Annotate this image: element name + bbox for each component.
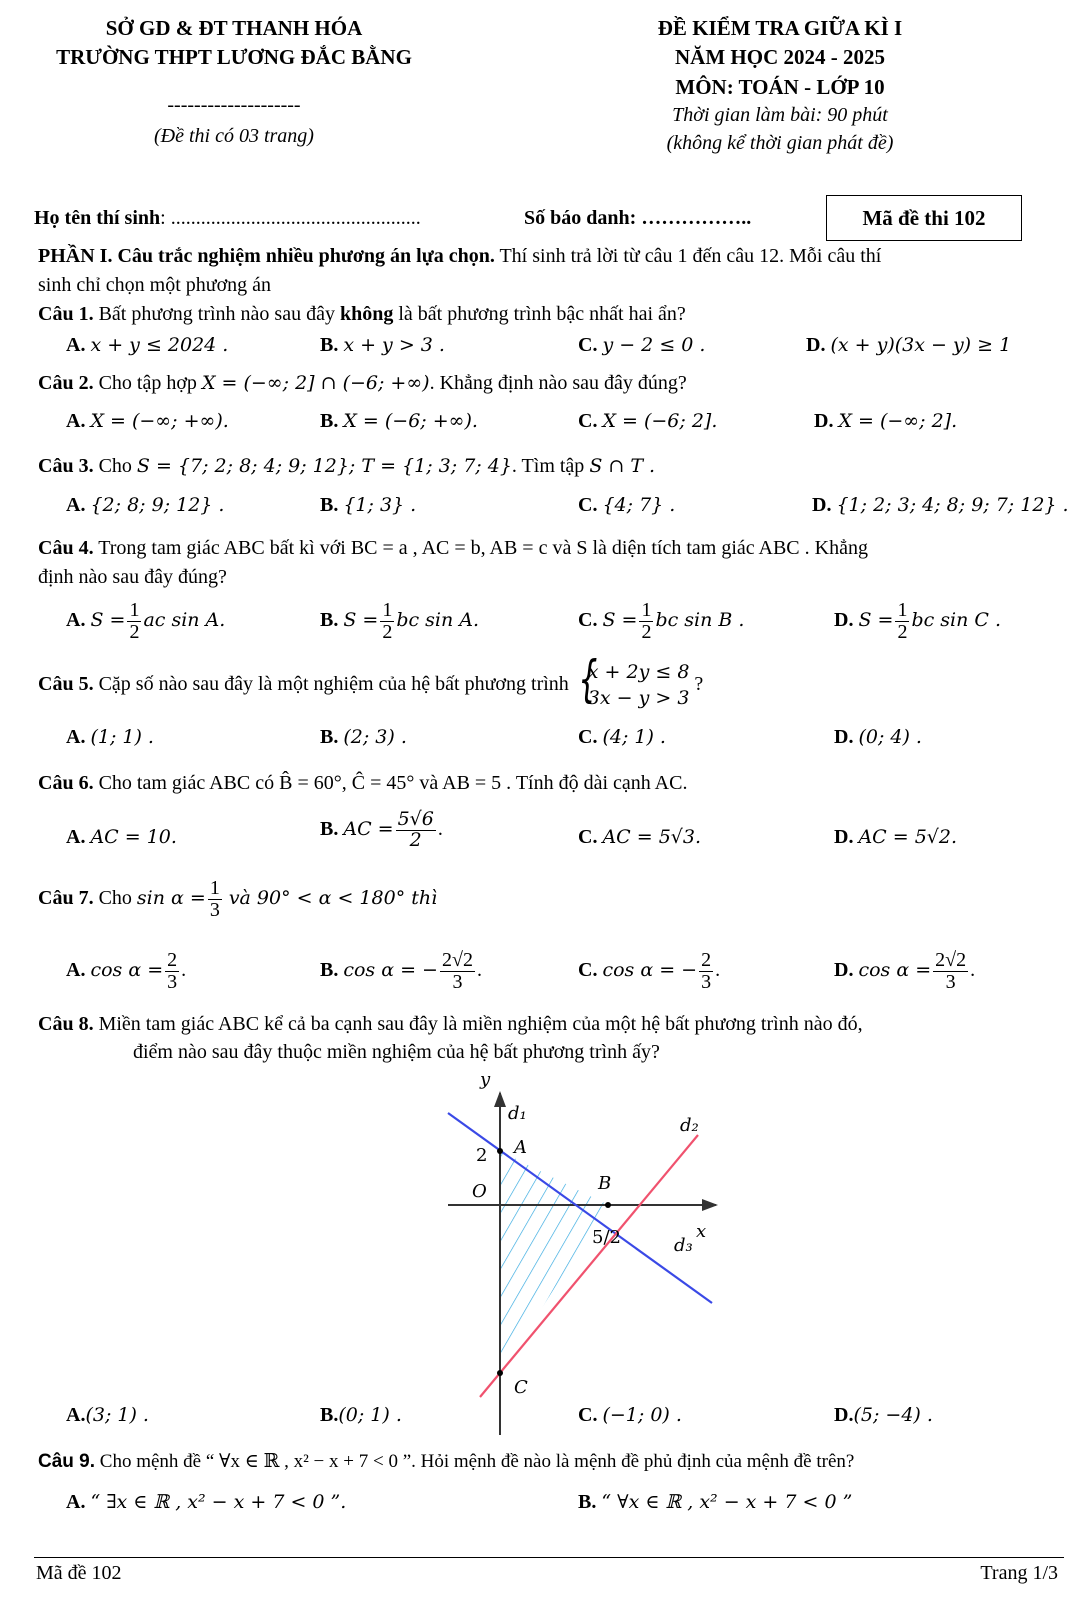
point-b-label: B xyxy=(598,1173,612,1194)
question-5: Câu 5. Cặp số nào sau đây là một nghiệm của hệ bất phương trình { x + 2y ≤ 8 3x − y > 3 ? xyxy=(38,660,703,711)
question-2: Câu 2. Cho tập hợp X = (−∞; 2] ∩ (−6; +∞). Khẳng định nào sau đây đúng? xyxy=(38,372,687,394)
q1-option-c: C. y − 2 ≤ 0 . xyxy=(578,334,706,356)
d3-label: d₃ xyxy=(674,1235,693,1256)
subject: MÔN: TOÁN - LỚP 10 xyxy=(675,75,885,99)
q3-option-a: A. {2; 8; 9; 12} . xyxy=(66,494,225,516)
q3-option-b: B. {1; 3} . xyxy=(320,494,417,516)
time-limit: Thời gian làm bài: 90 phút xyxy=(672,104,888,126)
school-name: TRƯỜNG THPT LƯƠNG ĐẮC BẰNG xyxy=(56,45,412,69)
q8-option-a: A.(3; 1) . xyxy=(66,1404,149,1426)
q8-option-d: D.(5; −4) . xyxy=(834,1404,933,1426)
exam-title: ĐỀ KIỂM TRA GIỮA KÌ I xyxy=(657,16,903,40)
q3-option-c: C. {4; 7} . xyxy=(578,494,676,516)
q5-option-c: C. (4; 1) . xyxy=(578,726,666,748)
q1-option-b: B. x + y > 3 . xyxy=(320,334,445,356)
q2-option-c: C. X = (−6; 2]. xyxy=(578,410,718,432)
point-a-label: A xyxy=(514,1137,527,1158)
point-b xyxy=(605,1202,611,1208)
d2-label: d₂ xyxy=(680,1115,699,1136)
question-8-cont: điểm nào sau đây thuộc miền nghiệm của hệ bất phương trình ấy? xyxy=(133,1041,660,1063)
question-9: Câu 9. Cho mệnh đề “ ∀x ∈ ℝ , x² − x + 7 < 0 ”. Hỏi mệnh đề nào là mệnh đề phủ định của mệnh đề trên? xyxy=(38,1451,855,1472)
question-3: Câu 3. Cho S = {7; 2; 8; 4; 9; 12}; T = {1; 3; 7; 4}. Tìm tập S ∩ T . xyxy=(38,455,656,477)
q7-option-d: D. cos α = $\frac{2√2}{3}$ . xyxy=(834,949,976,993)
footer-page-number: Trang 1/3 xyxy=(980,1562,1058,1584)
point-a xyxy=(497,1148,503,1154)
q2-option-b: B. X = (−6; +∞). xyxy=(320,410,478,432)
student-id-field: Số báo danh: …………….. xyxy=(524,207,752,229)
page-count-note: (Đề thi có 03 trang) xyxy=(154,125,314,147)
q8-option-b: B.(0; 1) . xyxy=(320,1404,402,1426)
q6-option-c: C. AC = 5√3. xyxy=(578,826,702,848)
q9-option-b: B. “ ∀x ∈ ℝ , x² − x + 7 < 0 ” xyxy=(578,1491,853,1513)
q2-option-a: A. X = (−∞; +∞). xyxy=(66,410,229,432)
q3-option-d: D. {1; 2; 3; 4; 8; 9; 7; 12} . xyxy=(812,494,1069,516)
y-intercept-label: 2 xyxy=(476,1145,488,1166)
dept-name: SỞ GD & ĐT THANH HÓA xyxy=(105,16,363,40)
question-1: Câu 1. Bất phương trình nào sau đây không là bất phương trình bậc nhất hai ẩn? xyxy=(38,303,686,325)
q9-option-a: A. “ ∃x ∈ ℝ , x² − x + 7 < 0 ”. xyxy=(66,1491,347,1513)
question-7: Câu 7. Cho sin α = $\frac{1}{3}$ và 90° < α < 180° thì xyxy=(38,877,438,921)
q4-option-b: B. S = $\frac{1}{2}$ bc sin A. xyxy=(320,599,480,643)
footer-exam-code: Mã đề 102 xyxy=(36,1562,122,1584)
x-intercept-label: 5/2 xyxy=(592,1227,621,1248)
question-4: Câu 4. Trong tam giác ABC bất kì với BC = a , AC = b, AB = c và S là diện tích tam giác ABC . Khẳng xyxy=(38,537,868,559)
q2-option-d: D. X = (−∞; 2]. xyxy=(814,410,958,432)
exam-code-box: Mã đề thi 102 xyxy=(826,195,1022,241)
point-c xyxy=(497,1370,503,1376)
q1-option-a: A. x + y ≤ 2024 . xyxy=(66,334,229,356)
q8-figure xyxy=(440,1065,740,1440)
header-divider: -------------------- xyxy=(167,94,301,116)
q4-option-a: A. S = $\frac{1}{2}$ ac sin A. xyxy=(66,599,226,643)
x-axis-label: x xyxy=(696,1221,707,1242)
q5-option-d: D. (0; 4) . xyxy=(834,726,922,748)
part1-heading-cont: sinh chỉ chọn một phương án xyxy=(38,274,272,296)
q8-option-c: C. (−1; 0) . xyxy=(578,1404,682,1426)
q7-option-b: B. cos α = − $\frac{2√2}{3}$ . xyxy=(320,949,482,993)
origin-label: O xyxy=(472,1181,487,1202)
q6-option-a: A. AC = 10. xyxy=(66,826,177,848)
student-name-field: Họ tên thí sinh: .................................................. xyxy=(34,207,421,229)
q6-option-d: D. AC = 5√2. xyxy=(834,826,958,848)
q5-system: { x + 2y ≤ 8 3x − y > 3 xyxy=(574,660,690,711)
time-note: (không kể thời gian phát đề) xyxy=(666,132,894,154)
q7-option-a: A. cos α = $\frac{2}{3}$ . xyxy=(66,949,187,993)
part1-heading: PHẦN I. Câu trắc nghiệm nhiều phương án lựa chọn. Thí sinh trả lời từ câu 1 đến câu 12. Mỗi câu thí xyxy=(38,245,882,267)
question-6: Câu 6. Cho tam giác ABC có B̂ = 60°, Ĉ = 45° và AB = 5 . Tính độ dài cạnh AC. xyxy=(38,772,688,794)
q4-option-c: C. S = $\frac{1}{2}$ bc sin B . xyxy=(578,599,745,643)
line-d1 xyxy=(448,1113,712,1303)
q7-option-c: C. cos α = − $\frac{2}{3}$ . xyxy=(578,949,721,993)
question-8: Câu 8. Miền tam giác ABC kể cả ba cạnh sau đây là miền nghiệm của một hệ bất phương trình nào đó, xyxy=(38,1013,863,1035)
q5-option-b: B. (2; 3) . xyxy=(320,726,407,748)
footer-divider xyxy=(34,1557,1064,1558)
q4-option-d: D. S = $\frac{1}{2}$ bc sin C . xyxy=(834,599,1002,643)
q5-option-a: A. (1; 1) . xyxy=(66,726,154,748)
d1-label: d₁ xyxy=(508,1103,527,1124)
question-4-cont: định nào sau đây đúng? xyxy=(38,566,227,588)
q6-option-b: B. AC = $\frac{5√6}{2}$ . xyxy=(320,808,443,851)
y-axis-label: y xyxy=(480,1069,491,1090)
q1-option-d: D. (x + y)(3x − y) ≥ 1 xyxy=(806,334,1012,356)
school-year: NĂM HỌC 2024 - 2025 xyxy=(675,45,885,69)
point-c-label: C xyxy=(514,1377,528,1398)
